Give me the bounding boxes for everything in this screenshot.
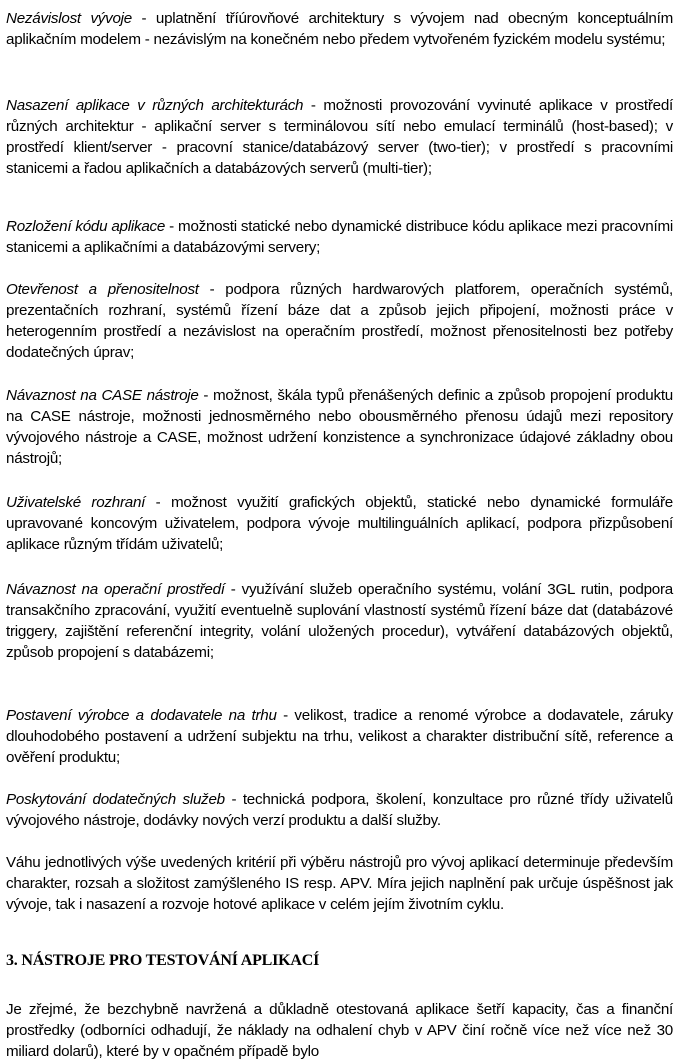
criterion-text: - uplatnění tříúrovňové architektury s vývojem nad obecným konceptuálním aplikačním modelem - nezávislým na konečném nebo předem vytvořeném fyzickém modelu systému; (6, 10, 673, 48)
summary-paragraph: Váhu jednotlivých výše uvedených kritérií při výběru nástrojů pro vývoj aplikací determinuje především charakter, rozsah a složitost zamýšleného IS resp. APV. Míra jejich naplnění pak určuje úspěšnost jak vývoje, tak i nasazení a rozvoje hotové aplikace v celém jejím životním cyklu. (6, 854, 673, 913)
criterion-text: - možnosti statické nebo dynamické distribuce kódu aplikace mezi pracovními stanicemi a aplikačními a databázovými servery; (6, 218, 673, 256)
criterion-term: Návaznost na CASE nástroje (6, 387, 199, 404)
criterion-term: Uživatelské rozhraní (6, 494, 146, 511)
criterion-text: - možnost, škála typů přenášených definic a způsob propojení produktu na CASE nástroje, možnosti jednosměrného nebo obousměrného přenosu údajů mezi repository vývojového nástroje a CASE, možnost udržení konzistence a synchronizace údajové základny obou nástrojů; (6, 387, 673, 467)
section-heading: 3. NÁSTROJE PRO TESTOVÁNÍ APLIKACÍ (6, 952, 320, 969)
criterion-independence (6, 8, 673, 50)
criterion-additional-services (6, 789, 673, 831)
criterion-term: Postavení výrobce a dodavatele na trhu (6, 707, 277, 724)
criterion-text: - využívání služeb operačního systému, volání 3GL rutin, podpora transakčního zpracování, využití eventuelně suplování vlastností systémů řízení báze dat (databázové triggery, zajištění referenční integrity, volání uložených procedur), vytváření databázových objektů, způsob propojení s databázemi; (6, 581, 673, 661)
criterion-term: Poskytování dodatečných služeb (6, 791, 225, 808)
section-paragraph: Je zřejmé, že bezchybně navržená a důkladně otestovaná aplikace šetří kapacity, čas a finanční prostředky (odborníci odhadují, že náklady na odhalení chyb v APV činí ročně více než více než 30 miliard dolarů), které by v opačném případě bylo (6, 1001, 673, 1060)
criterion-text: - technická podpora, školení, konzultace pro různé třídy uživatelů vývojového nástroje, dodávky nových verzí produktu a další služby. (6, 791, 673, 829)
criterion-term: Otevřenost a přenositelnost (6, 281, 199, 298)
criterion-text: - podpora různých hardwarových platforem, operačních systémů, prezentačních rozhraní, systémů řízení báze dat a způsob jejich připojení, možnosti práce v heterogenním prostředí a nezávislost na operačním prostředí, možnost přenositelnosti bez potřeby dodatečných úprav; (6, 281, 673, 361)
criterion-case-tools (6, 385, 673, 469)
criterion-vendor-position (6, 705, 673, 768)
criterion-deployment (6, 95, 673, 179)
criterion-code-distribution (6, 216, 673, 258)
criterion-term: Nasazení aplikace v různých architekturách (6, 97, 304, 114)
criterion-text: - velikost, tradice a renomé výrobce a dodavatele, záruky dlouhodobého postavení a udržení subjektu na trhu, velikost a charakter distribuční sítě, reference a ověření produktu; (6, 707, 673, 766)
criterion-openness (6, 279, 673, 363)
criterion-text: - možnosti provozování vyvinuté aplikace v prostředí různých architektur - aplikační server s terminálovou sítí nebo emulací terminálů (host-based); v prostředí klient/server - pracovní stanice/databázový server (two-tier); v prostředí s pracovními stanicemi a řadou aplikačních a databázových serverů (multi-tier); (6, 97, 673, 177)
criterion-os-integration (6, 579, 673, 663)
criterion-term: Návaznost na operační prostředí (6, 581, 225, 598)
criterion-term: Rozložení kódu aplikace (6, 218, 166, 235)
criterion-text: - možnost využití grafických objektů, statické nebo dynamické formuláře upravované koncovým uživatelem, podpora vývoje multilinguálních aplikací, podpora přizpůsobení aplikace různým třídám uživatelů; (6, 494, 673, 553)
criterion-term: Nezávislost vývoje (6, 10, 132, 27)
criterion-user-interface (6, 492, 673, 555)
